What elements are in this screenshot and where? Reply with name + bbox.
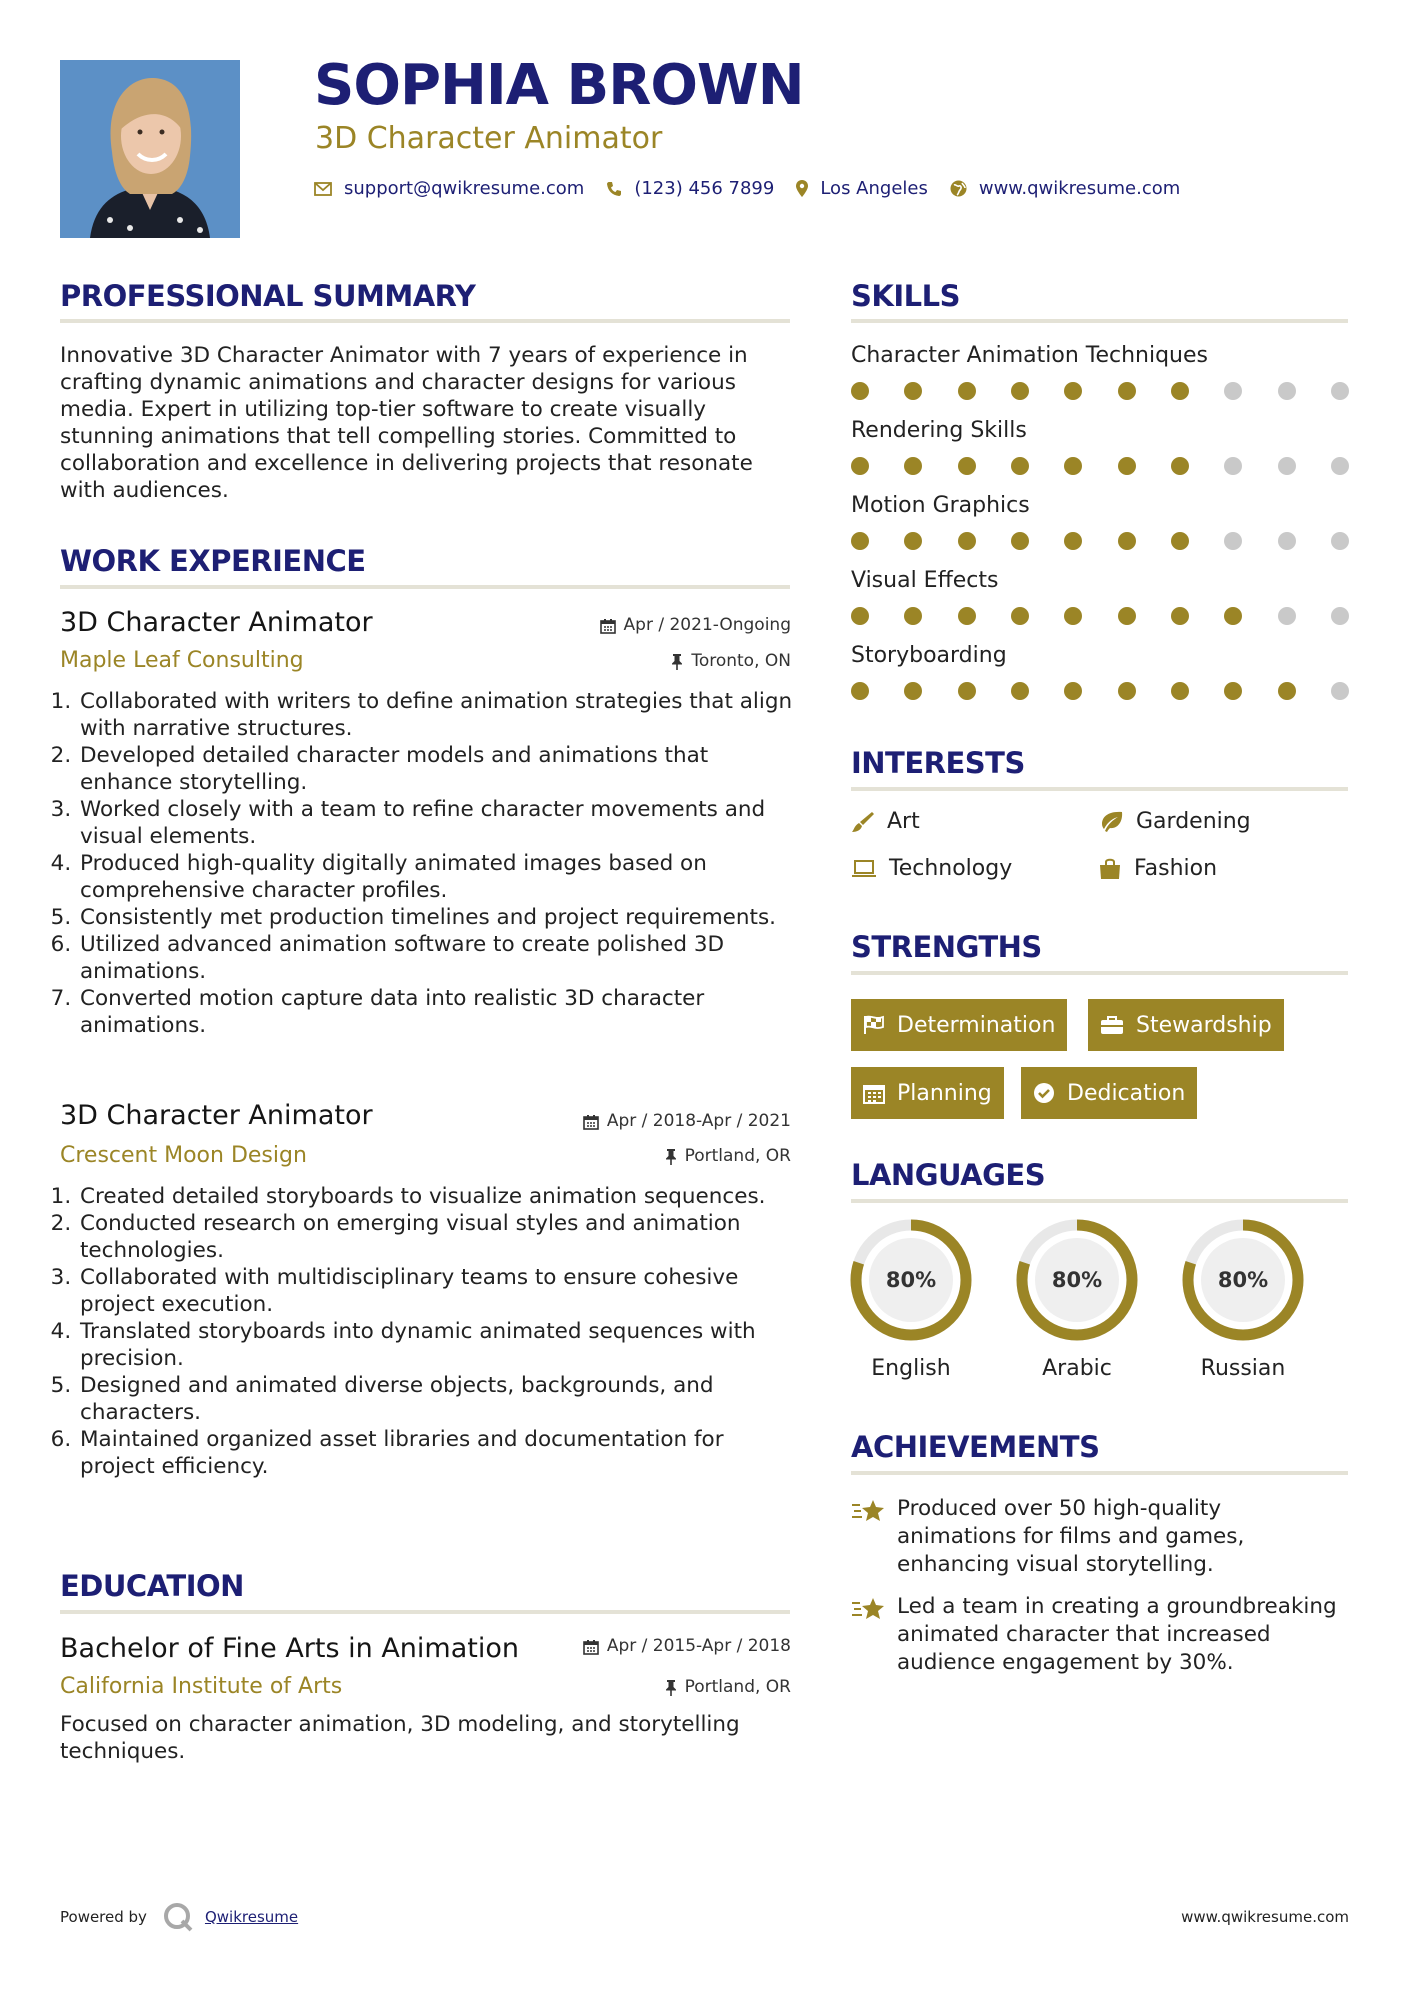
skill-dot-empty	[1331, 607, 1349, 625]
language-percent: 80%	[885, 1268, 937, 1292]
phone-icon	[606, 181, 622, 197]
achievement-text: Produced over 50 high-quality animations for films and games, enhancing visual storytelling.	[897, 1496, 1245, 1577]
skill-dot-filled	[1064, 682, 1082, 700]
shooting-star-icon	[851, 1595, 885, 1623]
globe-icon	[950, 180, 967, 197]
skill-dot-filled	[1171, 457, 1189, 475]
summary-text: Innovative 3D Character Animator with 7 years of experience in crafting dynamic animations and character designs for various media. Expert in utilizing top-tier software to create visually stunning animations that tell compelling stories. Committed to collaboration and excellence in delivering projects that resonate with audiences.	[60, 343, 753, 503]
skill-dot-filled	[1171, 382, 1189, 400]
interest-art: Art	[851, 809, 920, 834]
job-dates-1: Apr / 2021-Ongoing	[600, 617, 791, 634]
education-description: Focused on character animation, 3D modeling, and storytelling techniques.	[60, 1712, 740, 1764]
language-name: English	[871, 1356, 951, 1381]
skill-dot-filled	[1118, 607, 1136, 625]
languages-heading: LANGUAGES	[851, 1158, 1046, 1192]
skill-dot-filled	[1064, 532, 1082, 550]
skill-dot-filled	[958, 457, 976, 475]
skill-dot-filled	[851, 607, 869, 625]
flag-icon	[863, 1015, 885, 1035]
skill-dot-empty	[1278, 382, 1296, 400]
skill-rating-1	[851, 457, 1349, 475]
skill-dot-empty	[1331, 457, 1349, 475]
experience-divider	[60, 585, 790, 589]
language-gauge-0	[849, 1218, 973, 1342]
contact-location	[796, 178, 928, 199]
language-name: Russian	[1200, 1356, 1286, 1381]
skill-dot-filled	[904, 682, 922, 700]
languages-divider	[851, 1199, 1348, 1203]
skill-label: Character Animation Techniques	[851, 343, 1208, 368]
skill-dot-empty	[1278, 532, 1296, 550]
job-dates-2: Apr / 2018-Apr / 2021	[583, 1113, 791, 1130]
list-item: 2. Developed detailed character models and animations that enhance storytelling.	[78, 742, 798, 796]
list-item: 5. Consistently met production timelines and project requirements.	[78, 904, 798, 931]
shooting-star-icon	[851, 1497, 885, 1525]
language-name: Arabic	[1042, 1356, 1112, 1381]
skill-dot-filled	[1011, 682, 1029, 700]
job-title-2: 3D Character Animator	[60, 1100, 373, 1131]
skill-rating-2	[851, 532, 1349, 550]
skill-label: Storyboarding	[851, 643, 1007, 668]
calendar-icon	[583, 1639, 599, 1655]
list-item: 1. Collaborated with writers to define animation strategies that align with narrative structures.	[78, 688, 798, 742]
skill-rating-4	[851, 682, 1349, 700]
skill-dot-filled	[1064, 457, 1082, 475]
language-percent: 80%	[1051, 1268, 1103, 1292]
skill-dot-filled	[1011, 532, 1029, 550]
skill-dot-filled	[1171, 682, 1189, 700]
envelope-icon	[314, 182, 332, 196]
skill-dot-filled	[1224, 607, 1242, 625]
company-2: Crescent Moon Design	[60, 1143, 307, 1168]
map-pin-icon	[796, 180, 808, 197]
skill-dot-filled	[1278, 682, 1296, 700]
language-percent: 80%	[1217, 1268, 1269, 1292]
job-bullets-1	[60, 688, 798, 1039]
interest-fashion: Fashion	[1098, 856, 1217, 881]
skill-dot-filled	[1224, 682, 1242, 700]
strengths-heading: STRENGTHS	[851, 930, 1042, 964]
strength-badge-determination: Determination	[851, 999, 1067, 1051]
strength-badge-stewardship: Stewardship	[1088, 999, 1284, 1051]
achievements-divider	[851, 1471, 1348, 1475]
candidate-title: 3D Character Animator	[315, 121, 663, 156]
skill-dot-filled	[904, 382, 922, 400]
skill-dot-filled	[1118, 457, 1136, 475]
job-title-1: 3D Character Animator	[60, 607, 373, 638]
list-item: 4. Translated storyboards into dynamic animated sequences with precision.	[78, 1318, 798, 1372]
education-heading: EDUCATION	[60, 1569, 244, 1603]
pushpin-icon	[671, 654, 683, 670]
skill-dot-filled	[1171, 532, 1189, 550]
contact-email[interactable]	[314, 178, 584, 199]
job-location-1: Toronto, ON	[671, 653, 791, 670]
location-text: Los Angeles	[820, 178, 928, 199]
degree-title: Bachelor of Fine Arts in Animation	[60, 1633, 519, 1664]
skill-dot-empty	[1278, 607, 1296, 625]
summary-heading: PROFESSIONAL SUMMARY	[60, 279, 476, 313]
phone-text: (123) 456 7899	[634, 178, 775, 199]
skill-dot-empty	[1224, 457, 1242, 475]
brush-icon	[851, 810, 875, 834]
skill-dot-filled	[1064, 607, 1082, 625]
pushpin-icon	[665, 1149, 677, 1165]
skill-dot-filled	[1171, 607, 1189, 625]
achievement-text: Led a team in creating a groundbreaking animated character that increased audience engagement by 30%.	[897, 1594, 1337, 1675]
footer-brand-link[interactable]: Qwikresume	[204, 1908, 299, 1926]
skill-dot-filled	[904, 457, 922, 475]
skill-dot-filled	[904, 607, 922, 625]
email-text: support@qwikresume.com	[344, 178, 585, 199]
education-dates: Apr / 2015-Apr / 2018	[583, 1638, 791, 1655]
skill-dot-filled	[1118, 682, 1136, 700]
qwikresume-logo-icon	[161, 1900, 195, 1934]
skill-dot-empty	[1331, 382, 1349, 400]
skill-dot-filled	[958, 682, 976, 700]
interests-heading: INTERESTS	[851, 746, 1025, 780]
strength-badge-planning: Planning	[851, 1067, 1004, 1119]
list-item: 4. Produced high-quality digitally animated images based on comprehensive character profiles.	[78, 850, 798, 904]
website-text: www.qwikresume.com	[978, 178, 1181, 199]
check-circle-icon	[1033, 1082, 1055, 1104]
interest-gardening: Gardening	[1098, 809, 1251, 834]
skill-dot-empty	[1331, 532, 1349, 550]
skill-dot-filled	[851, 532, 869, 550]
language-gauge-2	[1181, 1218, 1305, 1342]
skill-rating-0	[851, 382, 1349, 400]
skill-dot-filled	[851, 457, 869, 475]
briefcase-icon	[1100, 1015, 1124, 1035]
skill-dot-empty	[1224, 532, 1242, 550]
interests-divider	[851, 787, 1348, 791]
profile-photo	[60, 60, 240, 238]
leaf-icon	[1098, 811, 1124, 833]
skill-dot-filled	[1064, 382, 1082, 400]
skill-dot-empty	[1331, 682, 1349, 700]
education-location: Portland, OR	[665, 1679, 791, 1696]
skill-dot-filled	[958, 382, 976, 400]
skill-label: Rendering Skills	[851, 418, 1027, 443]
achievement-item-1	[851, 1593, 1351, 1713]
footer-powered-by: Powered by Qwikresume	[60, 1900, 298, 1934]
contact-phone[interactable]	[606, 178, 774, 199]
laptop-icon	[851, 859, 877, 879]
education-divider	[60, 1610, 790, 1614]
calendar-icon	[863, 1082, 885, 1104]
list-item: 6. Maintained organized asset libraries and documentation for project efficiency.	[78, 1426, 798, 1480]
achievements-heading: ACHIEVEMENTS	[851, 1430, 1100, 1464]
skill-dot-filled	[851, 382, 869, 400]
skill-dot-filled	[958, 607, 976, 625]
skill-rating-3	[851, 607, 1349, 625]
skill-dot-empty	[1278, 457, 1296, 475]
summary-divider	[60, 319, 790, 323]
shopping-bag-icon	[1098, 858, 1122, 880]
experience-heading: WORK EXPERIENCE	[60, 544, 366, 578]
skill-dot-filled	[1011, 382, 1029, 400]
skill-dot-filled	[1011, 607, 1029, 625]
list-item: 5. Designed and animated diverse objects, backgrounds, and characters.	[78, 1372, 798, 1426]
list-item: 1. Created detailed storyboards to visualize animation sequences.	[78, 1183, 798, 1210]
achievement-item-0	[851, 1495, 1351, 1585]
list-item: 7. Converted motion capture data into realistic 3D character animations.	[78, 985, 798, 1039]
footer-website[interactable]: www.qwikresume.com	[1181, 1908, 1349, 1926]
contact-website[interactable]	[950, 178, 1180, 199]
skill-dot-filled	[958, 532, 976, 550]
list-item: 3. Worked closely with a team to refine character movements and visual elements.	[78, 796, 798, 850]
skill-dot-filled	[1118, 382, 1136, 400]
contact-bar	[314, 178, 1202, 199]
company-1: Maple Leaf Consulting	[60, 648, 304, 673]
school-name: California Institute of Arts	[60, 1674, 343, 1699]
skill-label: Visual Effects	[851, 568, 999, 593]
job-location-2: Portland, OR	[665, 1148, 791, 1165]
list-item: 2. Conducted research on emerging visual styles and animation technologies.	[78, 1210, 798, 1264]
list-item: 3. Collaborated with multidisciplinary teams to ensure cohesive project execution.	[78, 1264, 798, 1318]
skill-label: Motion Graphics	[851, 493, 1030, 518]
skills-heading: SKILLS	[851, 279, 960, 313]
job-bullets-2	[60, 1183, 798, 1480]
strengths-divider	[851, 971, 1348, 975]
calendar-icon	[583, 1114, 599, 1130]
strength-badge-dedication: Dedication	[1021, 1067, 1197, 1119]
list-item: 6. Utilized advanced animation software to create polished 3D animations.	[78, 931, 798, 985]
skills-divider	[851, 319, 1348, 323]
interest-technology: Technology	[851, 856, 1012, 881]
language-gauge-1	[1015, 1218, 1139, 1342]
skill-dot-filled	[851, 682, 869, 700]
skill-dot-filled	[904, 532, 922, 550]
skill-dot-empty	[1224, 382, 1242, 400]
skill-dot-filled	[1118, 532, 1136, 550]
pushpin-icon	[665, 1680, 677, 1696]
skill-dot-filled	[1011, 457, 1029, 475]
calendar-icon	[600, 618, 616, 634]
candidate-name: SOPHIA BROWN	[314, 53, 804, 118]
